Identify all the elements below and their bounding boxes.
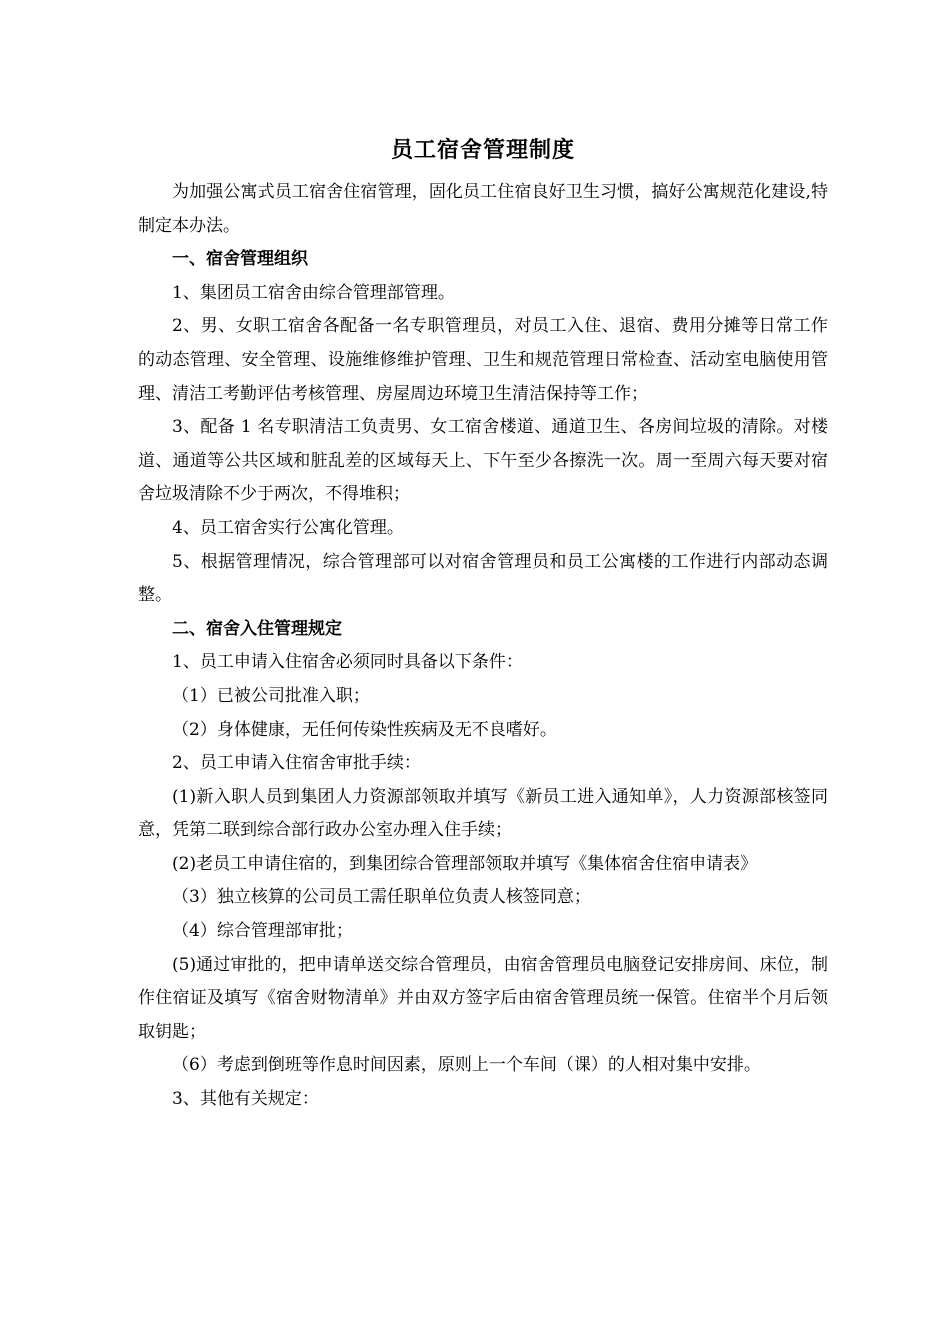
paragraph: 2、员工申请入住宿舍审批手续： [172,753,421,774]
document-page [138,128,828,1117]
document-title: 员工宿舍管理制度 [390,137,575,163]
list-item: (2)老员工申请住宿的，到集团综合管理部领取并填写《集体宿舍住宿申请表》 [172,853,758,874]
paragraph: 1、集团员工宿舍由综合管理部管理。 [172,282,455,303]
paragraph: 3、配备 1 名专职清洁工负责男、女工宿舍楼道、通道卫生、各房间垃圾的清除。对楼道、通道等公共区域和脏乱差的区域每天上、下午至少各擦洗一次。周一至周六每天要对宿舍垃圾清除不少于两次，不得堆积； [138,417,828,505]
list-item: （6）考虑到倒班等作息时间因素，原则上一个车间（课）的人相对集中安排。 [172,1055,761,1076]
paragraph: 5、根据管理情况，综合管理部可以对宿舍管理员和员工公寓楼的工作进行内部动态调整。 [138,551,828,606]
list-item: （4）综合管理部审批； [172,921,353,942]
paragraph: 3、其他有关规定： [172,1089,319,1110]
list-item: (5)通过审批的，把申请单送交综合管理员，由宿舍管理员电脑登记安排房间、床位，制作住宿证及填写《宿舍财物清单》并由双方签字后由宿舍管理员统一保管。住宿半个月后领取钥匙； [138,954,828,1042]
paragraph: 为加强公寓式员工宿舍住宿管理，固化员工住宿良好卫生习惯，搞好公寓规范化建设,特制定本办法。 [138,182,828,236]
list-item: （3）独立核算的公司员工需任职单位负责人核签同意； [172,887,591,908]
list-item: （1）已被公司批准入职； [172,685,370,706]
paragraph: 1、员工申请入住宿舍必须同时具备以下条件： [172,652,523,673]
document-body [138,176,828,1117]
list-item: （2）身体健康，无任何传染性疾病及无不良嗜好。 [172,719,557,740]
paragraph: 4、员工宿舍实行公寓化管理。 [172,517,404,538]
section-heading: 二、宿舍入住管理规定 [172,618,342,639]
section-heading: 一、宿舍管理组织 [172,249,308,270]
list-item: (1)新入职人员到集团人力资源部领取并填写《新员工进入通知单》，人力资源部核签同意，凭第二联到综合部行政办公室办理入住手续； [138,786,828,841]
paragraph: 2、男、女职工宿舍各配备一名专职管理员，对员工入住、退宿、费用分摊等日常工作的动态管理、安全管理、设施维修维护管理、卫生和规范管理日常检查、活动室电脑使用管理、清洁工考勤评估考核管理、房屋周边环境卫生清洁保持等工作； [138,316,828,404]
